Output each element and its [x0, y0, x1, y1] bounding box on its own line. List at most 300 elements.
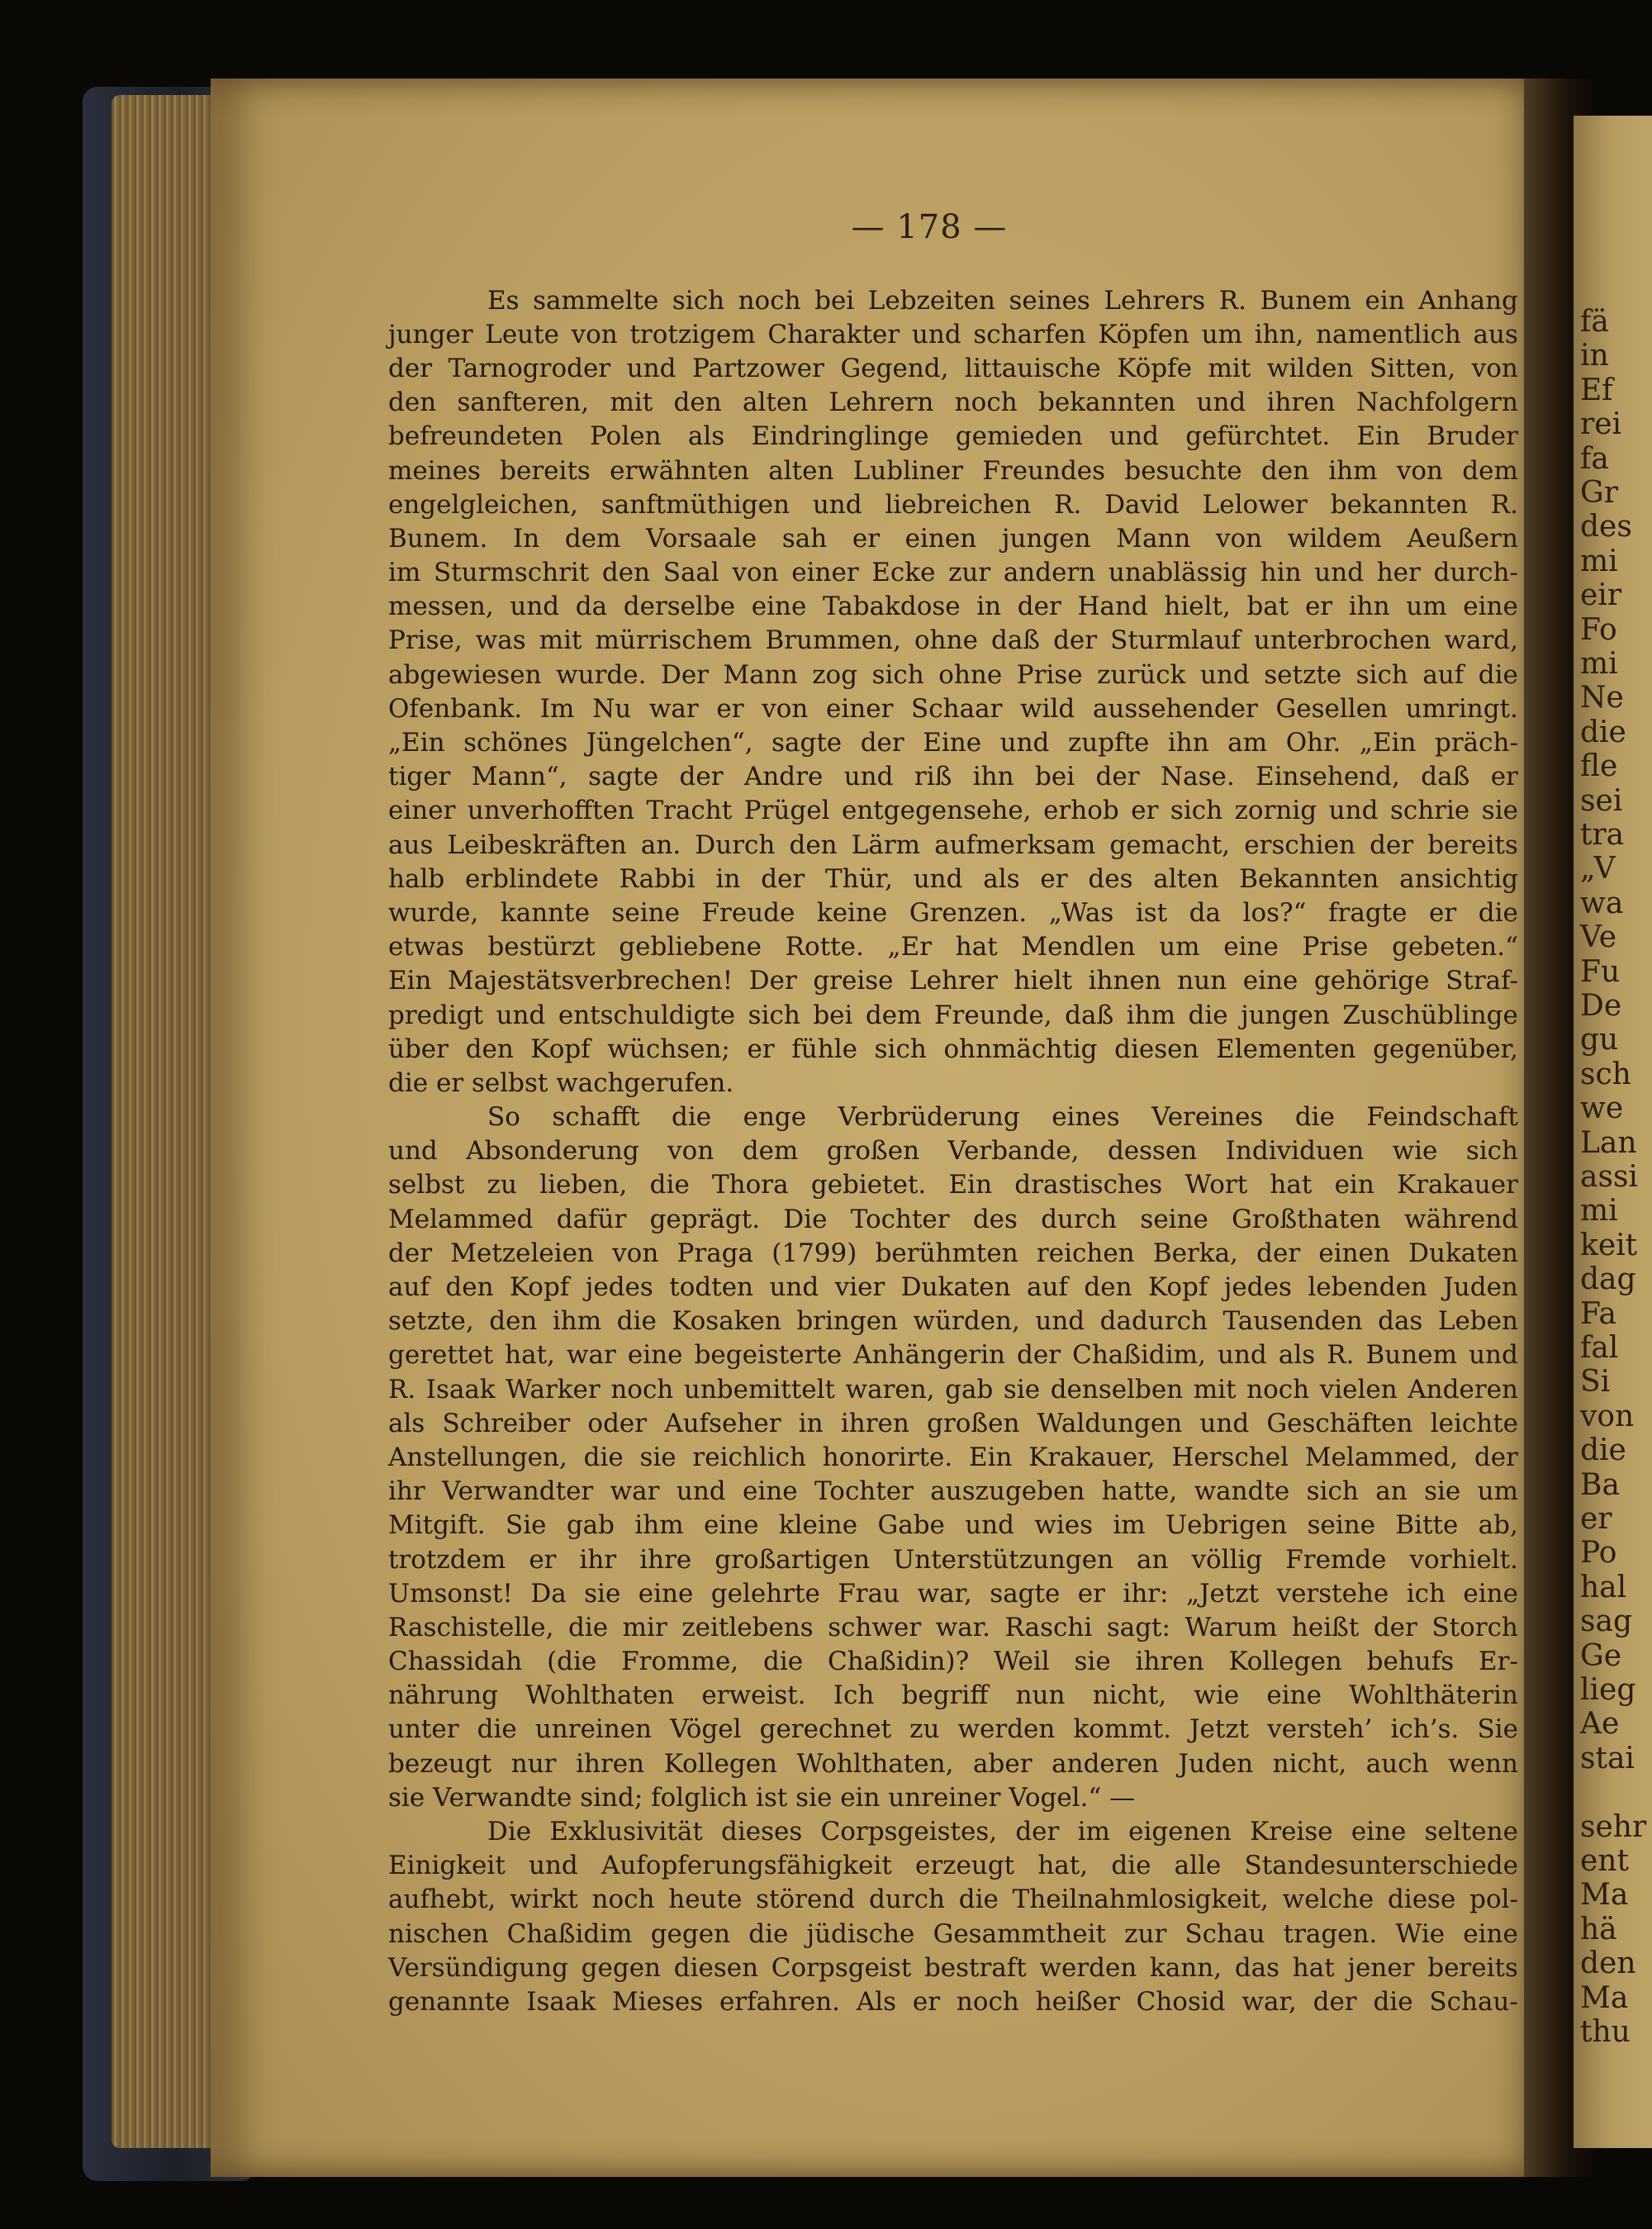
word: Wohlthäterin — [1349, 1680, 1518, 1711]
word: das — [1378, 1306, 1423, 1337]
word: sich — [748, 1000, 800, 1030]
word: Krakauer, — [1028, 1442, 1156, 1472]
word: noch — [956, 1986, 1019, 2017]
word: sich — [1170, 796, 1223, 826]
word: versteh’ — [1267, 1714, 1373, 1745]
word: die — [477, 1714, 517, 1745]
next-page-fragment: sehr — [1580, 1809, 1647, 1844]
word: von — [1471, 353, 1518, 383]
word: von — [732, 558, 779, 588]
word: Tochter — [814, 1476, 914, 1507]
next-page-fragment: mi — [1580, 1194, 1618, 1229]
word: nun — [1015, 1680, 1066, 1711]
word: den — [489, 1306, 538, 1337]
word: alten — [1153, 863, 1219, 894]
word: eine — [638, 1578, 694, 1609]
word: mit — [1193, 1374, 1237, 1404]
word: er — [912, 1986, 941, 2017]
next-page-fragment: Fo — [1580, 612, 1617, 647]
word: reichlich — [692, 1442, 806, 1472]
next-page-fragment: Gr — [1580, 476, 1618, 510]
word: Verbande, — [947, 1136, 1080, 1167]
word: Anhängerin — [853, 1340, 1005, 1371]
word: selbst — [388, 1170, 465, 1200]
word: fragte — [1328, 897, 1408, 928]
word: Leben — [1437, 1306, 1518, 1337]
word: mürrischem — [595, 625, 752, 656]
word: eine — [1351, 1817, 1407, 1847]
word: Ein — [1356, 421, 1401, 452]
word: Hand — [1077, 592, 1148, 622]
word: als — [687, 421, 725, 452]
word: ihn — [972, 762, 1014, 792]
word: der — [679, 762, 724, 792]
word: Einsehend, — [1256, 762, 1400, 792]
word: Sitten, — [1369, 353, 1456, 383]
word: ihn — [1167, 728, 1209, 758]
word: pol- — [1469, 1884, 1518, 1915]
word: eine — [1266, 1680, 1322, 1711]
word: Er- — [1479, 1647, 1518, 1677]
word: ihn — [1348, 592, 1390, 622]
word: bekannten — [1038, 387, 1176, 418]
word: gemacht, — [1109, 829, 1231, 860]
text-line — [388, 964, 1518, 998]
word: ich — [1406, 1578, 1446, 1609]
word: war, — [917, 1578, 972, 1609]
word: der — [388, 353, 433, 383]
word: der — [761, 863, 805, 894]
word: und — [626, 353, 676, 383]
word: ich’s. — [1390, 1714, 1460, 1745]
word: am — [1227, 728, 1268, 758]
word: jungen — [1241, 1000, 1330, 1030]
text-line — [388, 1645, 1518, 1679]
word: der — [388, 1238, 433, 1268]
word: Bunem — [1365, 1340, 1457, 1371]
word: den — [789, 829, 838, 860]
word: zur — [948, 558, 991, 588]
word: Mieses — [611, 1986, 704, 2017]
word: seine — [1307, 1510, 1376, 1541]
word: Mendlen — [1021, 932, 1136, 962]
word: des — [972, 1204, 1018, 1234]
word: von — [667, 1136, 714, 1167]
word: Krakauer — [1397, 1170, 1518, 1200]
page-text — [388, 283, 1518, 2019]
next-page-fragment: Po — [1580, 1536, 1617, 1571]
word: der — [1017, 1340, 1061, 1371]
word: Anderen — [1408, 1374, 1518, 1404]
next-page-fragment: von — [1580, 1399, 1635, 1433]
text-line — [388, 1236, 1518, 1270]
word: scharfen — [973, 319, 1086, 349]
word: ein — [1334, 1170, 1374, 1200]
next-page-fragment: fal — [1580, 1331, 1619, 1365]
word: bereits — [1427, 1952, 1518, 1983]
text-line: die er selbst wachgerufen. — [388, 1067, 734, 1098]
word: Lärm — [851, 829, 921, 860]
word: in — [976, 592, 1002, 622]
word: Leibeskräften — [447, 829, 627, 860]
word: Der — [748, 966, 797, 996]
next-page-fragment: sei — [1580, 783, 1623, 818]
word: gegenüber, — [1373, 1034, 1518, 1064]
word: erhob — [1043, 796, 1119, 826]
word: ein — [1365, 285, 1405, 316]
word: Metzeleien — [450, 1238, 594, 1268]
word: würden, — [913, 1306, 1020, 1337]
word: zurück — [1097, 659, 1186, 690]
word: seltene — [1424, 1817, 1518, 1847]
word: und — [1328, 796, 1379, 826]
word: R. — [1327, 1340, 1355, 1371]
text-line — [388, 1509, 1518, 1542]
word: hatte, — [1101, 1476, 1178, 1507]
word: alten — [743, 387, 809, 418]
text-line — [388, 930, 1518, 964]
word: littauische — [965, 353, 1101, 383]
next-page-fragment: gu — [1580, 1023, 1619, 1057]
word: Bekannten — [1239, 863, 1379, 894]
word: im — [1113, 1510, 1146, 1541]
text-line — [388, 420, 1518, 454]
word: gerettet — [388, 1340, 494, 1371]
word: Da — [530, 1578, 567, 1609]
text-line — [388, 454, 1518, 487]
next-page-fragment: „V — [1580, 852, 1616, 886]
word: er — [716, 693, 744, 724]
word: gebliebene — [619, 932, 762, 962]
word: Raschi — [1004, 1612, 1093, 1642]
word: einer — [388, 796, 456, 826]
word: vielen — [1319, 1374, 1398, 1404]
word: von — [571, 319, 618, 349]
word: diesen — [673, 1952, 759, 1983]
word: ihn, — [1254, 319, 1304, 349]
word: Als — [856, 1986, 897, 2017]
word: alle — [1174, 1851, 1222, 1881]
word: die — [1478, 897, 1518, 928]
word: heißer — [1035, 1986, 1120, 2017]
word: daß — [1065, 1000, 1114, 1030]
word: die — [567, 1612, 609, 1642]
word: die — [583, 1442, 624, 1472]
word: Ein — [968, 1442, 1013, 1472]
word: gemieden — [955, 421, 1083, 452]
word: sanftmüthigen — [601, 489, 790, 520]
word: die — [1294, 1102, 1335, 1133]
word: an. — [640, 829, 681, 860]
page-number: — 178 — — [851, 208, 1008, 246]
word: predigt — [388, 1000, 484, 1030]
word: fühle — [791, 1034, 857, 1064]
word: gebietet. — [810, 1170, 927, 1200]
word: diesen — [1114, 1034, 1199, 1064]
word: Bunem — [1260, 285, 1351, 316]
next-page-fragment: Fu — [1580, 954, 1621, 989]
word: Wohlthaten — [525, 1680, 675, 1711]
word: heute — [668, 1884, 743, 1915]
text-line — [388, 1338, 1518, 1372]
next-page-fragment: wa — [1580, 886, 1624, 920]
word: schrie — [1389, 796, 1470, 826]
text-line — [388, 487, 1518, 521]
text-line — [388, 1542, 1518, 1576]
word: abgewiesen — [388, 659, 542, 690]
word: dadurch — [1099, 1306, 1208, 1337]
word: greise — [813, 966, 894, 996]
word: Corpsgeistes, — [820, 1817, 998, 1847]
word: zeitlebens — [681, 1612, 814, 1642]
word: Schreiber — [442, 1408, 571, 1438]
word: wurde, — [388, 897, 479, 928]
word: aus — [1473, 319, 1518, 349]
word: die — [649, 1170, 690, 1200]
word: zu — [487, 1170, 517, 1200]
word: seines — [1009, 285, 1090, 316]
word: Lubliner — [852, 455, 964, 486]
word: durch — [868, 1884, 945, 1915]
text-line — [388, 794, 1518, 828]
word: etwas — [388, 932, 464, 962]
word: Sie — [506, 1510, 547, 1541]
word: sich — [874, 1034, 927, 1064]
word: Kreise — [1250, 1817, 1333, 1847]
word: nischen — [388, 1918, 489, 1949]
text-line — [388, 1475, 1518, 1509]
word: Kopf — [509, 1272, 570, 1303]
word: zornig — [1234, 796, 1317, 826]
word: dem — [742, 1136, 799, 1167]
word: er — [852, 523, 881, 554]
next-page-fragment: Ba — [1580, 1467, 1620, 1502]
word: kleine — [778, 1510, 858, 1541]
word: und — [1199, 659, 1250, 690]
word: nicht, — [1092, 1680, 1167, 1711]
word: aufmerksam — [934, 829, 1096, 860]
word: die — [763, 1647, 804, 1677]
word: wies — [1034, 1510, 1094, 1541]
word: (1799) — [771, 1238, 857, 1268]
word: Freude — [701, 897, 795, 928]
next-page-fragment: hal — [1580, 1570, 1627, 1604]
next-page-fragment: die — [1580, 715, 1626, 749]
word: tiger — [388, 762, 451, 792]
word: war — [648, 693, 699, 724]
next-page-fragment: rei — [1580, 407, 1622, 442]
word: (die — [547, 1647, 597, 1677]
text-line — [388, 1406, 1518, 1440]
text-line — [388, 521, 1518, 555]
word: Raschistelle, — [388, 1612, 554, 1642]
word: R. — [388, 1374, 416, 1404]
text-line — [388, 1814, 1518, 1848]
word: R. — [1218, 285, 1246, 316]
word: eine — [1463, 592, 1518, 622]
word: bestürzt — [487, 932, 596, 962]
word: Die — [487, 1817, 532, 1847]
word: sie — [639, 1442, 676, 1472]
word: gegen — [650, 1918, 731, 1949]
word: eine — [1223, 932, 1279, 962]
word: und — [1314, 558, 1365, 588]
word: sie — [1003, 1374, 1041, 1404]
word: Isaak — [425, 1374, 496, 1404]
word: die — [748, 1918, 789, 1949]
word: sagt: — [1106, 1612, 1170, 1642]
word: Wohlthaten, — [796, 1748, 954, 1779]
word: er — [1490, 762, 1518, 792]
text-line — [388, 283, 1518, 317]
word: Anhang — [1418, 285, 1518, 316]
word: sie — [1424, 1476, 1461, 1507]
next-page-fragment: Ma — [1580, 1878, 1629, 1913]
next-page-fragment: De — [1580, 989, 1622, 1023]
word: Frau — [838, 1578, 900, 1609]
word: um — [1159, 932, 1200, 962]
word: ihm — [552, 1306, 602, 1337]
word: trotzigem — [629, 319, 756, 349]
word: eine — [1463, 1578, 1518, 1609]
word: sich — [1306, 1476, 1359, 1507]
word: Storch — [1431, 1612, 1518, 1642]
word: drastisches — [1014, 1170, 1163, 1200]
word: ihm — [1328, 455, 1378, 486]
text-line — [388, 1849, 1518, 1883]
word: Partzower — [692, 353, 824, 383]
word: eines — [1051, 1102, 1120, 1133]
word: die — [958, 1884, 999, 1915]
next-page-fragment: tra — [1580, 818, 1625, 852]
word: auf — [388, 1272, 430, 1303]
word: ihren — [1266, 387, 1336, 418]
word: erweist. — [701, 1680, 806, 1711]
word: der — [1256, 1238, 1301, 1268]
word: ihren — [576, 1748, 645, 1779]
word: Kosaken — [672, 1306, 781, 1337]
word: großen — [826, 1136, 920, 1167]
word: da — [1189, 897, 1221, 928]
next-page-fragment: lieg — [1580, 1673, 1636, 1707]
word: unterbrochen — [1253, 625, 1431, 656]
word: Weil — [994, 1647, 1050, 1677]
word: waren, — [845, 1374, 935, 1404]
word: Nase. — [1160, 762, 1235, 792]
word: bekannten — [1330, 489, 1468, 520]
word: noch — [591, 1884, 655, 1915]
word: jungen — [1001, 523, 1091, 554]
word: der — [1053, 625, 1098, 656]
next-page-fragment: in — [1580, 339, 1609, 373]
word: unverhofften — [467, 796, 634, 826]
word: über — [388, 1034, 449, 1064]
word: dessen — [1107, 1136, 1198, 1167]
word: Bruder — [1427, 421, 1518, 452]
word: leichte — [1430, 1408, 1518, 1438]
word: Wort — [1184, 1170, 1248, 1200]
word: werden — [957, 1714, 1056, 1745]
word: ohne — [938, 659, 1003, 690]
word: unablässig — [1108, 558, 1248, 588]
word: lieben, — [539, 1170, 628, 1200]
text-line — [388, 725, 1518, 759]
text-line — [388, 624, 1518, 658]
word: und — [843, 762, 894, 792]
word: in — [798, 1408, 824, 1438]
word: einer — [826, 693, 894, 724]
word: Warker — [506, 1374, 601, 1404]
word: Tarnogroder — [448, 353, 611, 383]
word: Melammed — [388, 1204, 534, 1234]
word: Feindschaft — [1366, 1102, 1518, 1133]
word: einen — [1318, 1238, 1390, 1268]
next-page-fragment: fa — [1580, 441, 1609, 476]
word: gebeten.“ — [1392, 932, 1518, 962]
word: ohnmächtig — [943, 1034, 1098, 1064]
word: umringt. — [1405, 693, 1518, 724]
word: vorhielt. — [1409, 1544, 1518, 1575]
word: Absonderung — [466, 1136, 639, 1167]
word: bestraft — [923, 1952, 1027, 1983]
word: junger — [388, 319, 473, 349]
word: Straf- — [1446, 966, 1518, 996]
next-page-fragment: Lan — [1580, 1125, 1637, 1160]
text-line — [388, 1883, 1518, 1917]
word: Dukaten — [900, 1272, 1011, 1303]
word: ansichtig — [1399, 863, 1518, 894]
word: auf — [1422, 659, 1464, 690]
word: Unterstützungen — [893, 1544, 1114, 1575]
word: dem — [1462, 455, 1518, 486]
word: von — [1396, 455, 1443, 486]
text-line — [388, 1134, 1518, 1168]
word: er — [1077, 1578, 1105, 1609]
text-line — [388, 590, 1518, 624]
word: Nu — [592, 693, 632, 724]
word: Chassidah — [388, 1647, 523, 1677]
word: „Ein — [1359, 728, 1417, 758]
word: die — [1373, 1986, 1413, 2017]
word: Aufseher — [664, 1408, 781, 1438]
next-page-fragment: Ma — [1580, 1980, 1629, 2015]
word: erfahren. — [719, 1986, 841, 2017]
word: Mitgift. — [388, 1510, 486, 1541]
word: an — [1375, 1476, 1408, 1507]
word: ab, — [1478, 1510, 1518, 1541]
word: lebenden — [1308, 1272, 1427, 1303]
word: völlig — [1191, 1544, 1263, 1575]
text-line — [388, 1100, 1518, 1134]
word: hin — [1260, 558, 1302, 588]
next-page-fragment: dag — [1580, 1262, 1636, 1297]
word: seine — [611, 897, 680, 928]
word: ihr — [579, 1544, 617, 1575]
word: ihren — [840, 1408, 909, 1438]
word: war — [567, 1340, 616, 1371]
word: Mann — [723, 659, 798, 690]
word: er — [1131, 796, 1159, 826]
next-page-fragment: sch — [1580, 1057, 1631, 1091]
word: Gesellen — [1275, 693, 1389, 724]
text-line — [388, 998, 1518, 1032]
next-page-fragment: mi — [1580, 647, 1618, 681]
word: Polen — [590, 421, 662, 452]
word: schafft — [552, 1102, 640, 1133]
word: im — [388, 558, 421, 588]
text-line — [388, 1610, 1518, 1644]
word: sagte — [588, 762, 659, 792]
